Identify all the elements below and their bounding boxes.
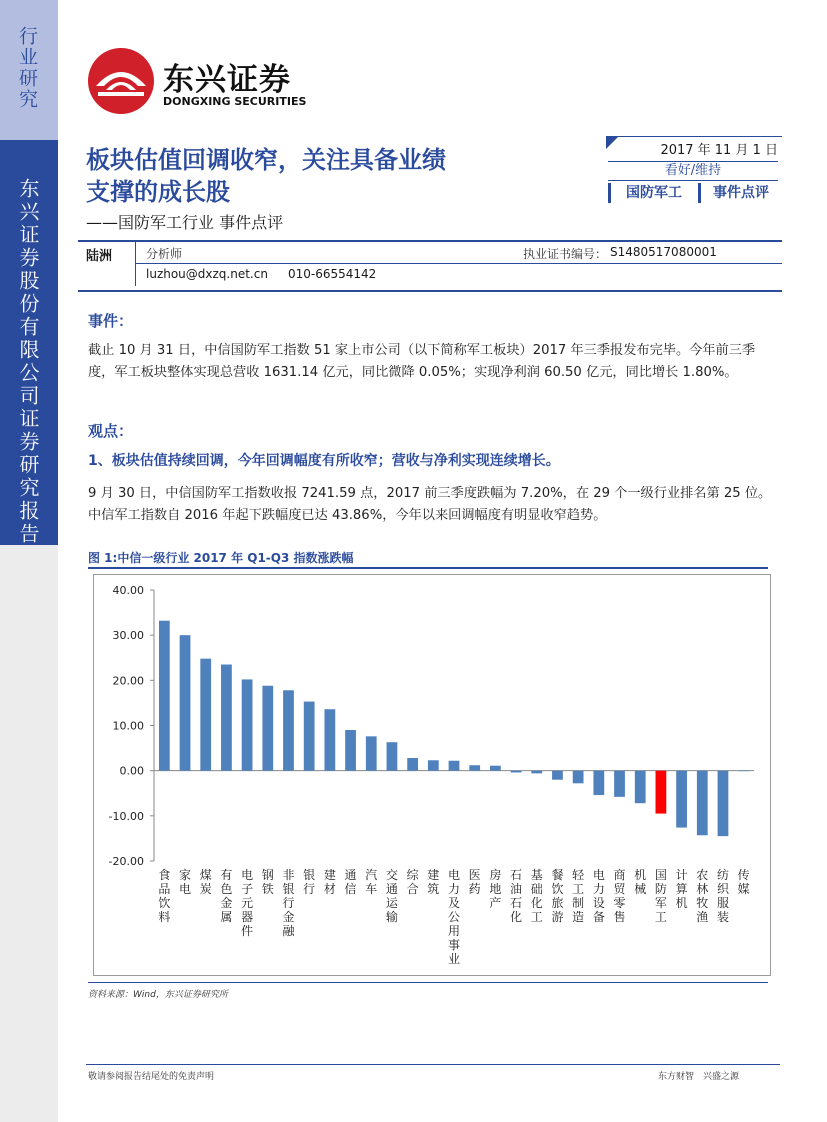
x-tick-label: 汽车 (365, 868, 378, 896)
bar (614, 771, 625, 797)
bar (304, 702, 315, 771)
analyst-email[interactable]: luzhou@dxzq.net.cn (146, 267, 268, 281)
x-tick-label: 房地产 (489, 868, 502, 910)
figure-title: 图 1:中信一级行业 2017 年 Q1-Q3 指数涨跌幅 (88, 551, 354, 565)
bar (428, 760, 439, 770)
report-subtitle: ——国防军工行业 事件点评 (86, 213, 284, 232)
figure-source: 资料来源：Wind，东兴证券研究所 (88, 990, 228, 1000)
bar (242, 679, 253, 770)
x-tick-label: 建筑 (427, 868, 440, 896)
bar (511, 771, 522, 773)
logo-text-cn: 东兴证券 (163, 62, 291, 98)
logo-text-en: DONGXING SECURITIES (163, 95, 307, 108)
bar (697, 771, 708, 836)
bar (552, 771, 563, 780)
analyst-role: 分析师 (146, 247, 183, 261)
y-tick-label: 40.00 (112, 584, 144, 597)
y-tick-label: -10.00 (108, 809, 144, 823)
bar (656, 771, 667, 814)
bar (738, 771, 749, 772)
x-tick-label: 有色金属 (220, 868, 233, 924)
footer-disclaimer: 敬请参阅报告结尾处的免责声明 (88, 1072, 215, 1082)
analyst-table (78, 240, 782, 292)
bar (593, 771, 604, 795)
corner-triangle-icon (606, 137, 618, 149)
x-tick-label: 基础化工 (530, 868, 543, 924)
dongxing-logo-icon (86, 46, 156, 116)
x-tick-label: 农林牧渔 (696, 868, 709, 924)
analyst-phone: 010-66554142 (288, 267, 377, 281)
date-rating-box (606, 136, 782, 207)
event-paragraph: 截止 10 月 31 日，中信国防军工指数 51 家上市公司（以下简称军工板块）2017 年三季报发布完毕。今年前三季度，军工板块整体实现总营收 1631.14 亿元，同比微降 0.05%；实现净利润 60.50 亿元，同比增长 1.80%。 (88, 343, 756, 380)
figure-bottom-rule (88, 982, 768, 983)
x-tick-label: 医药 (468, 868, 481, 896)
bar (469, 765, 480, 770)
y-tick-label: 0.00 (119, 764, 144, 778)
rating-label: 看好/维持 (608, 161, 778, 181)
event-heading: 事件： (88, 312, 134, 330)
report-category: 行业研究 (16, 26, 38, 110)
y-tick-label: -20.00 (108, 855, 144, 868)
footer-slogan: 东方财智 兴盛之源 (658, 1072, 740, 1082)
x-tick-label: 电子元器件 (241, 868, 254, 938)
bar (221, 665, 232, 771)
x-tick-label: 电力及公用事业 (447, 868, 461, 966)
cert-number: S1480517080001 (610, 245, 717, 259)
bar (200, 659, 211, 771)
bar (635, 771, 646, 804)
x-tick-label: 商贸零售 (613, 868, 626, 924)
bar (283, 690, 294, 770)
x-tick-label: 电力设备 (592, 868, 605, 924)
x-tick-label: 非银行金融 (282, 868, 295, 938)
bar (345, 730, 356, 771)
bar (366, 736, 377, 770)
bar (180, 635, 191, 771)
x-tick-label: 食品饮料 (158, 868, 171, 924)
x-tick-label: 机械 (634, 868, 647, 896)
x-tick-label: 轻工制造 (572, 868, 585, 924)
report-title-line1: 板块估值回调收窄，关注具备业绩 (86, 146, 446, 174)
bar (449, 761, 460, 771)
footer-rule (86, 1064, 780, 1065)
table-divider (135, 242, 136, 286)
x-tick-label: 银行 (303, 868, 316, 896)
x-tick-label: 国防军工 (654, 868, 667, 924)
view-heading: 观点： (88, 422, 134, 440)
bar (573, 771, 584, 784)
x-tick-label: 交通运输 (385, 868, 398, 924)
x-tick-label: 计算机 (675, 868, 688, 910)
x-tick-label: 石油石化 (510, 868, 523, 924)
report-type-tag: 事件点评 (698, 183, 781, 203)
bar (324, 709, 335, 770)
x-tick-label: 家电 (179, 868, 192, 896)
analyst-name: 陆洲 (86, 249, 113, 264)
x-tick-label: 餐饮旅游 (551, 868, 564, 924)
bar (490, 766, 501, 771)
bar (676, 771, 687, 828)
report-title-line2: 支撑的成长股 (86, 178, 230, 206)
y-tick-label: 30.00 (112, 629, 144, 643)
industry-tag: 国防军工 (608, 183, 697, 203)
company-report-label: 东兴证券股份有限公司证券研究报告 (16, 178, 40, 546)
x-tick-label: 通信 (344, 868, 357, 896)
x-tick-label: 煤炭 (199, 868, 212, 896)
bar (407, 758, 418, 771)
x-tick-label: 综合 (406, 868, 419, 896)
x-tick-label: 纺织服装 (716, 868, 729, 924)
figure-rule (88, 567, 768, 569)
bar-chart (93, 574, 771, 976)
cert-label: 执业证书编号： (523, 247, 608, 261)
x-tick-label: 钢铁 (261, 868, 274, 896)
x-tick-label: 传媒 (737, 868, 750, 896)
table-divider (135, 263, 782, 264)
bar (262, 686, 273, 771)
view-point-1: 1、板块估值持续回调，今年回调幅度有所收窄；营收与净利实现连续增长。 (88, 453, 560, 469)
bar (159, 621, 170, 771)
bar (718, 771, 729, 836)
y-tick-label: 10.00 (112, 719, 144, 733)
bar (387, 742, 398, 770)
y-tick-label: 20.00 (112, 674, 144, 688)
view-paragraph: 9 月 30 日，中信国防军工指数收报 7241.59 点，2017 前三季度跌幅为 7.20%，在 29 个一级行业排名第 25 位。中信军工指数自 2016 年起下跌幅度已达 43.86%，今年以来回调幅度有明显收窄趋势。 (88, 486, 772, 523)
x-tick-label: 建材 (323, 868, 336, 896)
report-date: 2017 年 11 月 1 日 (660, 143, 778, 158)
bar (531, 771, 542, 774)
